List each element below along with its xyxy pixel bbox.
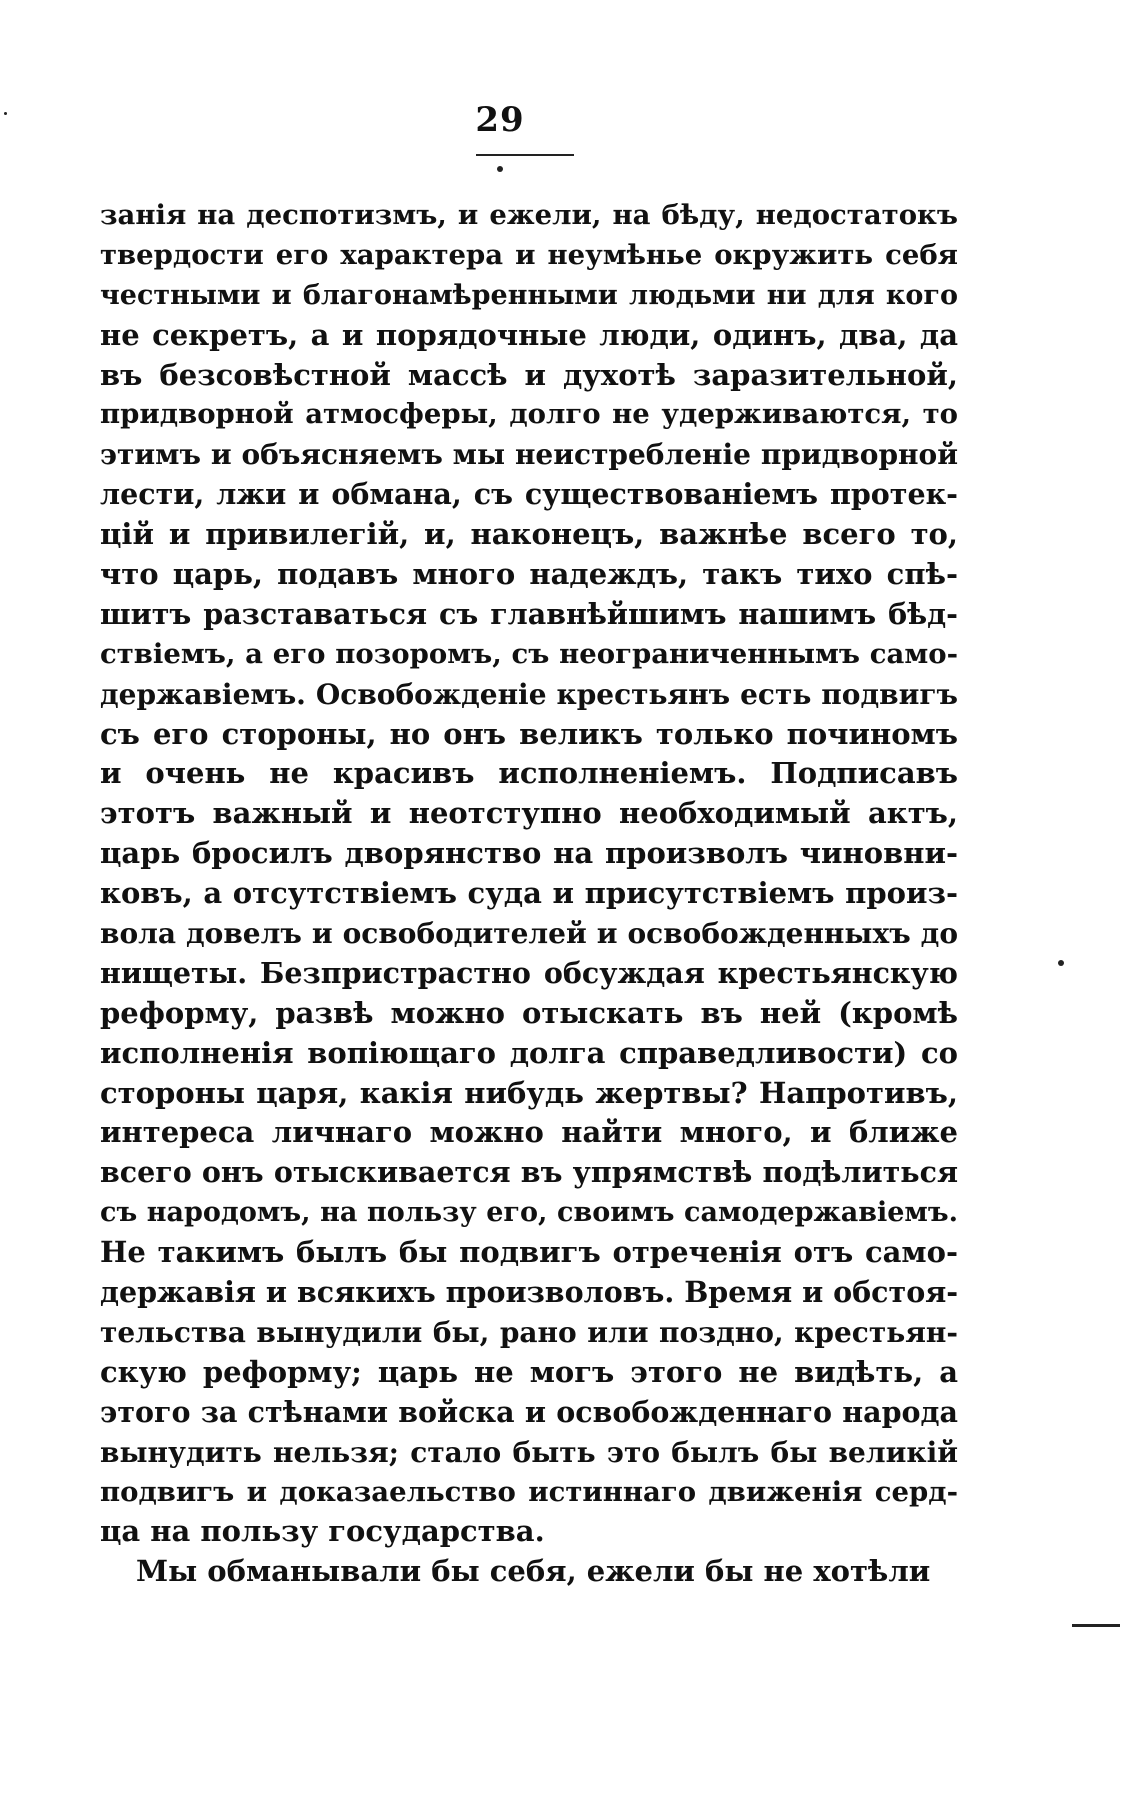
text-line: всего онъ отыскивается въ упрямствѣ подѣлиться — [100, 1155, 958, 1190]
text-line: нищеты. Безпристрастно обсуждая крестьянскую — [100, 955, 958, 990]
page-number: 29 — [475, 100, 525, 140]
text-line: съ народомъ, на пользу его, своимъ самодержавіемъ. — [100, 1197, 958, 1229]
text-line: державія и всякихъ произволовъ. Время и обстоя- — [100, 1275, 959, 1310]
text-line: этого за стѣнами войска и освобожденнаго народа — [100, 1394, 958, 1429]
text-line: ковъ, а отсутствіемъ суда и присутствіемъ произ- — [100, 876, 958, 911]
text-line: честными и благонамѣренными людьми ни для кого — [100, 279, 958, 311]
text-line: интереса личнаго можно найти много, и ближе — [100, 1115, 958, 1150]
text-line: этимъ и объясняемъ мы неистребленіе придворной — [100, 438, 958, 472]
margin-dot — [1058, 960, 1064, 966]
text-line: твердости его характера и неумѣнье окружить себя — [100, 238, 958, 271]
text-line: стороны царя, какія нибудь жертвы? Напротивъ, — [100, 1075, 958, 1110]
header-rule — [476, 154, 574, 156]
text-line: цій и привилегій, и, наконецъ, важнѣе всего то, — [100, 517, 958, 552]
text-line: ствіемъ, а его позоромъ, съ неограниченнымъ само- — [100, 637, 958, 670]
header-dot — [497, 166, 503, 172]
body-text — [100, 196, 958, 1592]
text-line: съ его стороны, но онъ великъ только починомъ — [100, 716, 958, 751]
text-line: реформу, развѣ можно отыскать въ ней (кромѣ — [100, 995, 958, 1030]
text-line: тельства вынудили бы, рано или поздно, крестьян- — [100, 1315, 958, 1349]
margin-speck — [4, 112, 7, 115]
text-line: скую реформу; царь не могъ этого не видѣть, а — [100, 1354, 958, 1389]
text-line: и очень не красивъ исполненіемъ. Подписавъ — [100, 756, 958, 791]
text-line: Не такимъ былъ бы подвигъ отреченія отъ само- — [100, 1235, 958, 1270]
text-line: въ безсовѣстной массѣ и духотѣ заразительной, — [100, 357, 958, 392]
text-line: лести, лжи и обмана, съ существованіемъ протек- — [100, 477, 958, 512]
text-line: занія на деспотизмъ, и ежели, на бѣду, недостатокъ — [100, 199, 958, 231]
text-line: не секретъ, а и порядочные люди, одинъ, два, да — [100, 317, 958, 352]
text-line: ца на пользу государства. — [100, 1514, 545, 1549]
text-line: Мы обманывали бы себя, ежели бы не хотѣли — [136, 1554, 931, 1589]
text-line: исполненія вопіющаго долга справедливости) со — [100, 1035, 958, 1070]
text-line: придворной атмосферы, долго не удерживаются, то — [100, 398, 958, 431]
margin-dash — [1072, 1624, 1120, 1627]
text-line: шитъ разставаться съ главнѣйшимъ нашимъ бѣд- — [100, 596, 958, 631]
text-line: вынудить нельзя; стало быть это былъ бы великій — [100, 1435, 958, 1469]
text-line: подвигъ и доказаельство истиннаго движенія серд- — [100, 1475, 958, 1508]
text-line: что царь, подавъ много надеждъ, такъ тихо спѣ- — [100, 557, 958, 592]
text-line: державіемъ. Освобожденіе крестьянъ есть подвигъ — [100, 677, 958, 711]
text-line: этотъ важный и неотступно необходимый актъ, — [100, 796, 958, 831]
text-line: царь бросилъ дворянство на произволъ чиновни- — [100, 836, 958, 871]
text-line: вола довелъ и освободителей и освобожденныхъ до — [100, 917, 958, 951]
